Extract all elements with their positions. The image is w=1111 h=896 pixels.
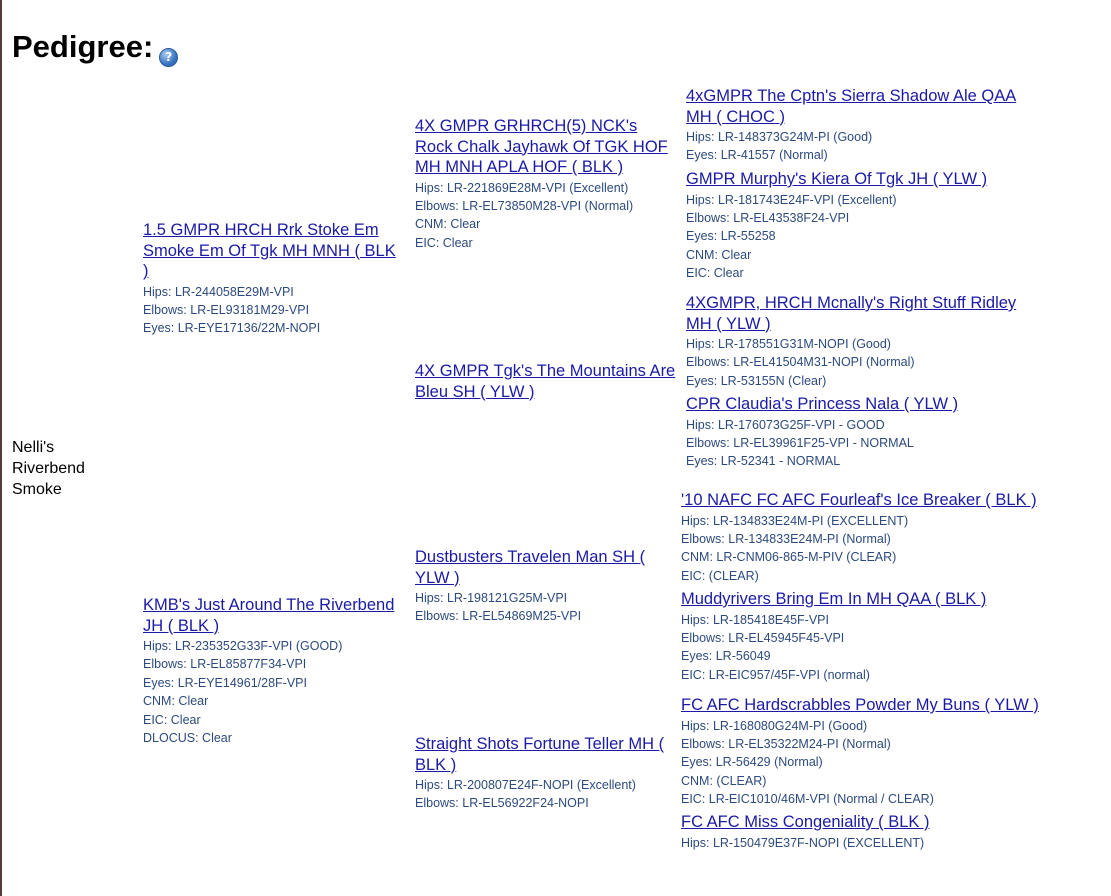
dog-name-link[interactable]: GMPR Murphy's Kiera Of Tgk JH ( YLW ): [686, 170, 988, 188]
health-clearances: [681, 717, 1056, 809]
health-clearance-line: EIC: LR-EIC957/45F-VPI (normal): [681, 667, 870, 682]
pedigree-entry-sire-dam-dam: [686, 394, 1036, 471]
dog-name-link[interactable]: Dustbusters Travelen Man SH ( YLW ): [415, 548, 646, 587]
health-clearance-line: DLOCUS: Clear: [143, 731, 232, 746]
health-clearance-line: Elbows: LR-EL93181M29-VPI: [143, 302, 310, 317]
health-clearance-line: Hips: LR-134833E24M-PI (EXCELLENT): [681, 513, 909, 528]
health-clearance-line: Eyes: LR-EYE17136/22M-NOPI: [143, 321, 321, 336]
health-clearance-line: Elbows: LR-EL45945F45-VPI: [681, 630, 845, 645]
health-clearance-line: CNM: LR-CNM06-865-M-PIV (CLEAR): [681, 550, 897, 565]
health-clearances: [415, 776, 677, 813]
pedigree-entry-dam-dam-dam: [681, 812, 1056, 852]
dog-name-link[interactable]: Muddyrivers Bring Em In MH QAA ( BLK ): [681, 590, 987, 608]
pedigree-entry-dam-sire: [415, 547, 677, 626]
dog-name-link[interactable]: 4X GMPR Tgk's The Mountains Are Bleu SH ( YLW ): [415, 362, 676, 401]
health-clearance-line: Hips: LR-221869E28M-VPI (Excellent): [415, 180, 629, 195]
health-clearance-line: Hips: LR-176073G25F-VPI - GOOD: [686, 417, 885, 432]
health-clearance-line: Elbows: LR-EL54869M25-VPI: [415, 609, 582, 624]
health-clearance-line: Hips: LR-178551G31M-NOPI (Good): [686, 337, 891, 351]
health-clearances: [415, 589, 677, 626]
health-clearances: [686, 191, 1036, 283]
health-clearance-line: Eyes: LR-41557 (Normal): [686, 148, 828, 163]
pedigree-entry-sire: [143, 220, 405, 338]
health-clearances: [686, 128, 1036, 165]
health-clearance-line: Eyes: LR-56049: [681, 649, 771, 664]
pedigree-entry-dam-dam-sire: [681, 695, 1056, 809]
health-clearance-line: Elbows: LR-EL39961F25-VPI - NORMAL: [686, 435, 914, 450]
health-clearance-line: Hips: LR-244058E29M-VPI: [143, 284, 294, 299]
health-clearance-line: Elbows: LR-EL56922F24-NOPI: [415, 796, 589, 811]
health-clearances: [143, 637, 405, 747]
health-clearances: [681, 512, 1056, 586]
health-clearance-line: Hips: LR-235352G33F-VPI (GOOD): [143, 639, 343, 653]
health-clearance-line: EIC: Clear: [415, 235, 473, 250]
health-clearance-line: Hips: LR-181743E24F-VPI (Excellent): [686, 192, 897, 207]
dog-name-link[interactable]: 1.5 GMPR HRCH Rrk Stoke Em Smoke Em Of Tgk MH MNH ( BLK ): [143, 221, 396, 280]
health-clearances: [686, 335, 1036, 390]
health-clearance-line: EIC: Clear: [143, 712, 201, 727]
pedigree-entry-sire-sire-sire: [686, 86, 1036, 165]
dog-name-link[interactable]: FC AFC Miss Congeniality ( BLK ): [681, 813, 930, 831]
health-clearance-line: Elbows: LR-EL85877F34-VPI: [143, 657, 307, 672]
dog-name-link[interactable]: 4X GMPR GRHRCH(5) NCK's Rock Chalk Jayhawk Of TGK HOF MH MNH APLA HOF ( BLK ): [415, 117, 668, 176]
health-clearance-line: Elbows: LR-134833E24M-PI (Normal): [681, 531, 891, 546]
health-clearance-line: EIC: (CLEAR): [681, 568, 759, 583]
pedigree-entry-sire-dam-sire: [686, 293, 1036, 390]
health-clearance-line: CNM: Clear: [415, 217, 481, 232]
health-clearance-line: CNM: Clear: [686, 247, 752, 262]
pedigree-entry-sire-sire-dam: [686, 169, 1036, 283]
health-clearance-line: Elbows: LR-EL35322M24-PI (Normal): [681, 736, 891, 751]
left-border: [0, 0, 2, 896]
page-title: [12, 28, 178, 67]
health-clearance-line: EIC: LR-EIC1010/46M-VPI (Normal / CLEAR): [681, 792, 934, 807]
health-clearances: [686, 416, 1036, 471]
dog-name-link[interactable]: 4xGMPR The Cptn's Sierra Shadow Ale QAA MH ( CHOC ): [686, 87, 1017, 126]
health-clearance-line: Hips: LR-198121G25M-VPI: [415, 591, 568, 605]
page-title-text: Pedigree:: [12, 29, 154, 64]
pedigree-entry-dam-dam: [415, 734, 677, 813]
health-clearances: [143, 283, 405, 338]
pedigree-entry-sire-dam: [415, 361, 677, 403]
health-clearances: [681, 611, 1056, 685]
pedigree-entry-dam: [143, 595, 405, 747]
health-clearance-line: Elbows: LR-EL41504M31-NOPI (Normal): [686, 355, 915, 370]
health-clearance-line: Hips: LR-200807E24F-NOPI (Excellent): [415, 778, 636, 792]
health-clearance-line: Eyes: LR-53155N (Clear): [686, 373, 827, 388]
dog-name-link[interactable]: 4XGMPR, HRCH Mcnally's Right Stuff Ridley MH ( YLW ): [686, 294, 1017, 333]
health-clearance-line: EIC: Clear: [686, 266, 744, 281]
health-clearances: [681, 834, 1056, 852]
dog-name-link[interactable]: CPR Claudia's Princess Nala ( YLW ): [686, 395, 959, 413]
health-clearance-line: Hips: LR-168080G24M-PI (Good): [681, 718, 868, 733]
health-clearance-line: Elbows: LR-EL43538F24-VPI: [686, 210, 850, 225]
pedigree-entry-sire-sire: [415, 116, 677, 252]
pedigree-entry-dam-sire-dam: [681, 589, 1056, 684]
health-clearance-line: Hips: LR-148373G24M-PI (Good): [686, 130, 873, 144]
health-clearances: [415, 179, 677, 253]
health-clearance-line: Eyes: LR-52341 - NORMAL: [686, 454, 841, 469]
health-clearance-line: Eyes: LR-EYE14961/28F-VPI: [143, 675, 307, 690]
pedigree-entry-dam-sire-sire: [681, 490, 1056, 585]
health-clearance-line: Eyes: LR-55258: [686, 229, 776, 244]
health-clearance-line: Hips: LR-185418E45F-VPI: [681, 612, 829, 627]
dog-name-link[interactable]: FC AFC Hardscrabbles Powder My Buns ( YLW ): [681, 696, 1039, 714]
help-icon[interactable]: ?: [159, 48, 178, 67]
dog-name-link[interactable]: KMB's Just Around The Riverbend JH ( BLK ): [143, 596, 395, 635]
health-clearance-line: Eyes: LR-56429 (Normal): [681, 755, 823, 770]
health-clearance-line: CNM: Clear: [143, 694, 209, 709]
health-clearance-line: Hips: LR-150479E37F-NOPI (EXCELLENT): [681, 835, 925, 850]
health-clearance-line: CNM: (CLEAR): [681, 773, 767, 788]
dog-name-link[interactable]: Straight Shots Fortune Teller MH ( BLK ): [415, 735, 665, 774]
subject-dog-name: Nelli's Riverbend Smoke: [12, 439, 85, 498]
health-clearance-line: Elbows: LR-EL73850M28-VPI (Normal): [415, 198, 634, 213]
dog-name-link[interactable]: '10 NAFC FC AFC Fourleaf's Ice Breaker ( BLK ): [681, 491, 1037, 509]
